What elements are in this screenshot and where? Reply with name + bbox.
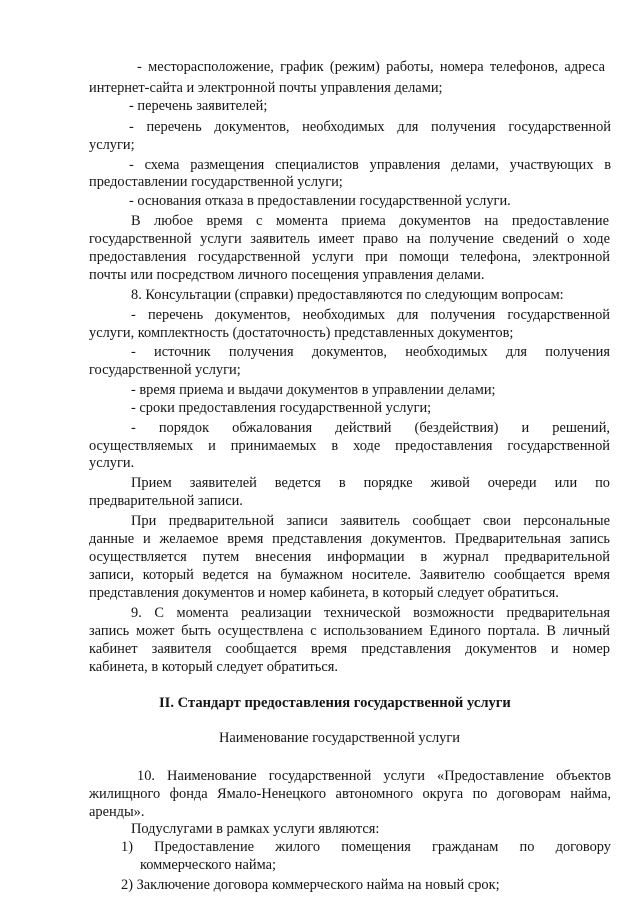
text-line: запись может быть осуществлена с использованием Единого портала. В личный <box>89 623 610 639</box>
text-line: услуги. <box>89 455 135 471</box>
text-line: - перечень заявителей; <box>129 98 268 114</box>
text-line: услуги; <box>89 137 135 153</box>
section-subheading: Наименование государственной услуги <box>219 730 460 746</box>
text-line: - источник получения документов, необходимых для получения <box>131 344 610 360</box>
text-line: аренды». <box>89 804 145 820</box>
text-line: кабинета, в который следует обратиться. <box>89 659 338 675</box>
text-line: 1) Предоставление жилого помещения гражданам по договору <box>121 839 611 855</box>
text-line: предоставлении государственной услуги; <box>89 174 343 190</box>
text-line: 2) Заключение договора коммерческого найма на новый срок; <box>121 877 500 893</box>
text-line: - порядок обжалования действий (бездействия) и решений, <box>131 420 610 436</box>
text-line: государственной услуги заявитель имеет право на получение сведений о ходе <box>89 231 610 247</box>
text-line: - месторасположение, график (режим) работы, номера телефонов, адреса <box>137 59 605 75</box>
text-line: - схема размещения специалистов управления делами, участвующих в <box>129 157 611 173</box>
text-line: Прием заявителей ведется в порядке живой очереди или по <box>131 475 610 491</box>
text-line: государственной услуги; <box>89 362 241 378</box>
text-line: жилищного фонда Ямало-Ненецкого автономного округа по договорам найма, <box>89 786 611 802</box>
text-line: осуществляется путем внесения информации в журнал предварительной <box>89 549 610 565</box>
text-line: почты или посредством личного посещения управления делами. <box>89 267 485 283</box>
text-line: интернет-сайта и электронной почты управления делами; <box>89 80 443 96</box>
text-line: данные и желаемое время представления документов. Предварительная запись <box>89 531 610 547</box>
text-line: услуги, комплектность (достаточность) представленных документов; <box>89 325 514 341</box>
section-heading: II. Стандарт предоставления государственной услуги <box>159 695 511 711</box>
text-line: 10. Наименование государственной услуги «Предоставление объектов <box>137 768 611 784</box>
text-line: В любое время с момента приема документов на предоставление <box>131 213 609 229</box>
text-line: коммерческого найма; <box>140 857 276 873</box>
text-line: - основания отказа в предоставлении государственной услуги. <box>129 193 511 209</box>
text-line: При предварительной записи заявитель сообщает свои персональные <box>131 513 610 529</box>
text-line: представления документов и номер кабинета, в который следует обратиться. <box>89 585 559 601</box>
text-line: кабинет заявителя сообщается время представления документов и номер <box>89 641 610 657</box>
text-line: 9. С момента реализации технической возможности предварительная <box>131 605 610 621</box>
text-line: - время приема и выдачи документов в управлении делами; <box>131 382 496 398</box>
text-line: - сроки предоставления государственной услуги; <box>131 400 432 416</box>
text-line: - перечень документов, необходимых для получения государственной <box>129 119 611 135</box>
text-line: Подуслугами в рамках услуги являются: <box>131 821 380 837</box>
text-line: - перечень документов, необходимых для получения государственной <box>131 307 610 323</box>
text-line: осуществляемых и принимаемых в ходе предоставления государственной <box>89 438 610 454</box>
text-line: записи, который ведется на бумажном носителе. Заявителю сообщается время <box>89 567 610 583</box>
text-line: предварительной записи. <box>89 493 243 509</box>
text-line: 8. Консультации (справки) предоставляются по следующим вопросам: <box>131 287 564 303</box>
text-line: предоставления государственной услуги при помощи телефона, электронной <box>89 249 610 265</box>
